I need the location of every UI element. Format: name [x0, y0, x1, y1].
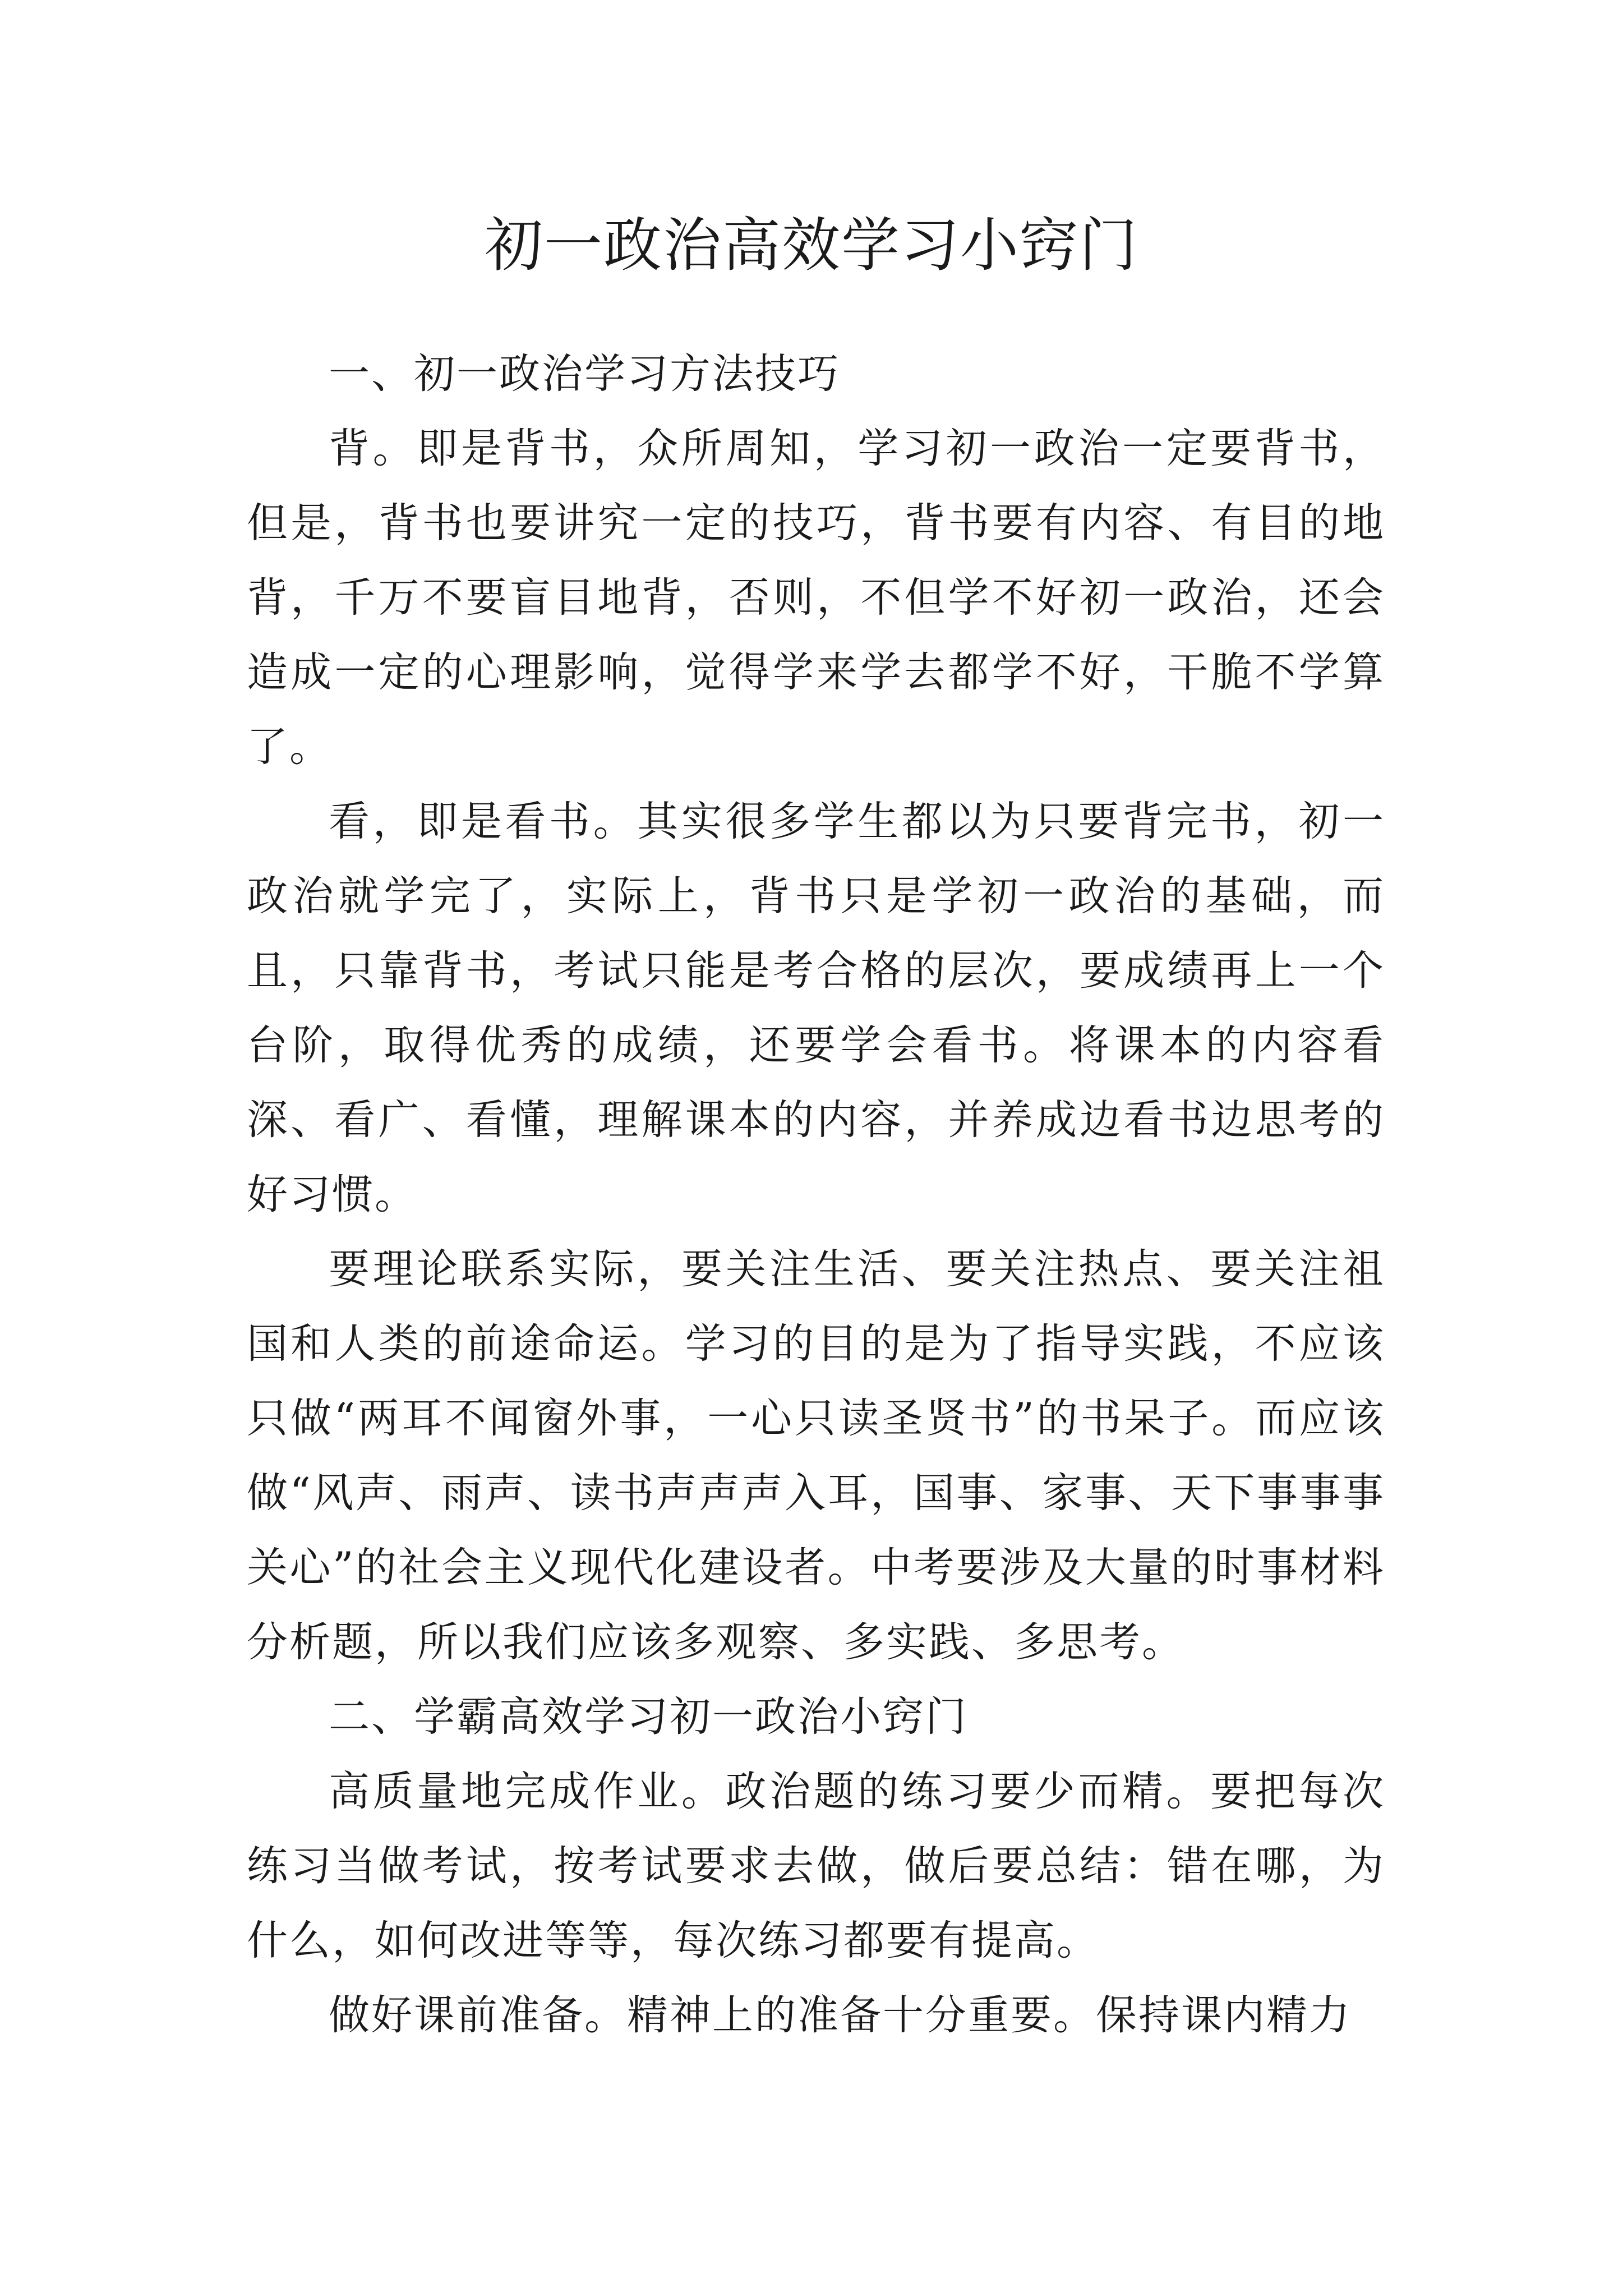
paragraph: 背。即是背书，众所周知，学习初一政治一定要背书，但是，背书也要讲究一定的技巧，背书要有内容、有目的地背，千万不要盲目地背，否则，不但学不好初一政治，还会造成一定的心理影响，觉得学来学去都学不好，干脆不学算了。 [247, 425, 1385, 771]
paragraph: 要理论联系实际，要关注生活、要关注热点、要关注祖国和人类的前途命运。学习的目的是为了指导实践，不应该只做“两耳不闻窗外事，一心只读圣贤书”的书呆子。而应该做“风声、雨声、读书声声声入耳，国事、家事、天下事事事关心”的社会主义现代化建设者。中考要涉及大量的时事材料分析题，所以我们应该多观察、多实践、多思考。 [247, 1245, 1385, 1666]
document-body [247, 337, 1385, 2053]
section-heading: 二、学霸高效学习初一政治小窍门 [329, 1693, 968, 1741]
section-heading: 一、初一政治学习方法技巧 [329, 350, 840, 398]
paragraph: 看，即是看书。其实很多学生都以为只要背完书，初一政治就学完了，实际上，背书只是学初一政治的基础，而且，只靠背书，考试只能是考合格的层次，要成绩再上一个台阶，取得优秀的成绩，还要学会看书。将课本的内容看深、看广、看懂，理解课本的内容，并养成边看书边思考的好习惯。 [247, 798, 1385, 1218]
paragraph: 做好课前准备。精神上的准备十分重要。保持课内精力 [329, 1991, 1352, 2039]
document-title: 初一政治高效学习小窍门 [484, 211, 1138, 279]
paragraph: 高质量地完成作业。政治题的练习要少而精。要把每次练习当做考试，按考试要求去做，做后要总结：错在哪，为什么，如何改进等等，每次练习都要有提高。 [247, 1768, 1385, 1964]
